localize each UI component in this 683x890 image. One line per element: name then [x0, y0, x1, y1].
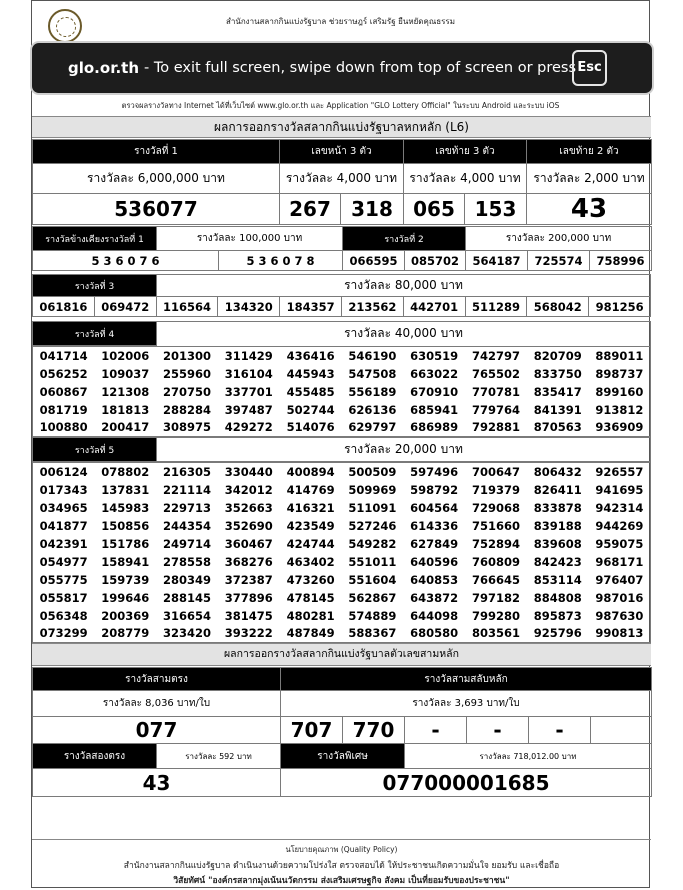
three-swap-number — [591, 717, 652, 744]
fourth-prize-header — [32, 321, 651, 346]
fifth-number: 500509 — [348, 464, 397, 479]
fifth-number: 598792 — [410, 482, 459, 497]
fifth-number: 017343 — [39, 482, 88, 497]
fourth-number: 663022 — [410, 366, 459, 381]
fifth-number: 056348 — [39, 608, 88, 623]
fifth-number: 244354 — [162, 518, 211, 533]
back2-number: 43 — [527, 194, 652, 225]
fifth-number: 323420 — [162, 626, 211, 641]
third-prize-number: 981256 — [589, 297, 651, 317]
fourth-number: 898737 — [595, 366, 644, 381]
fifth-number: 987630 — [595, 608, 644, 623]
fifth-number: 833878 — [533, 500, 582, 515]
fourth-number: 546190 — [348, 348, 397, 363]
fifth-number: 839188 — [533, 518, 582, 533]
fifth-row — [33, 607, 651, 625]
first-prize-number: 536077 — [33, 194, 280, 225]
fifth-number: 463402 — [286, 554, 335, 569]
fifth-number: 054977 — [39, 554, 88, 569]
fourth-number: 436416 — [286, 348, 335, 363]
fourth-number: 833750 — [533, 366, 582, 381]
header-website-note: ตรวจผลรางวัลทาง Internet ได้ที่เว็บไซต์ www.glo.or.th และ Application "GLO Lottery Official" ในระบบ Android และระบบ iOS — [121, 101, 560, 110]
front3-number: 267 — [280, 194, 341, 225]
fifth-number: 549282 — [348, 536, 397, 551]
fourth-number: 455485 — [286, 384, 335, 399]
fifth-row — [33, 499, 651, 517]
front3-number: 318 — [341, 194, 404, 225]
fourth-number: 626136 — [348, 402, 397, 417]
fifth-number: 562867 — [348, 590, 397, 605]
three-swap-number: - — [405, 717, 467, 744]
fourth-prize-amount: รางวัลละ 40,000 บาท — [157, 322, 651, 346]
second-prize-number: 066595 — [343, 251, 405, 271]
fourth-number: 200417 — [101, 420, 150, 435]
fifth-prize-amount: รางวัลละ 20,000 บาท — [157, 438, 651, 462]
fifth-number: 640853 — [410, 572, 459, 587]
third-prize-label: รางวัลที่ 3 — [33, 275, 157, 297]
near-prize-amount: รางวัลละ 100,000 บาท — [157, 227, 343, 251]
third-prize-number: 134320 — [218, 297, 280, 317]
fifth-row — [33, 571, 651, 589]
fifth-number: 752894 — [471, 536, 520, 551]
quality-policy-title: นโยบายคุณภาพ (Quality Policy) — [285, 845, 398, 854]
fifth-number: 806432 — [533, 464, 582, 479]
fifth-number: 249714 — [162, 536, 211, 551]
fifth-number: 551011 — [348, 554, 397, 569]
fourth-number: 936909 — [595, 420, 644, 435]
fifth-number: 368276 — [224, 554, 273, 569]
fourth-number: 870563 — [533, 420, 582, 435]
special-prize-label: รางวัลพิเศษ — [281, 744, 405, 769]
fifth-number: 360467 — [224, 536, 273, 551]
fourth-number: 899160 — [595, 384, 644, 399]
fifth-number: 604564 — [410, 500, 459, 515]
fifth-number: 042391 — [39, 536, 88, 551]
fullscreen-exit-banner — [30, 41, 654, 95]
fifth-number: 216305 — [162, 464, 211, 479]
near-prize-number: 5 3 6 0 7 6 — [33, 251, 219, 271]
fifth-number: 729068 — [471, 500, 520, 515]
fifth-number: 719379 — [471, 482, 520, 497]
fifth-number: 509969 — [348, 482, 397, 497]
three-digit-table — [32, 667, 652, 797]
fifth-number: 423549 — [286, 518, 335, 533]
fifth-number: 640596 — [410, 554, 459, 569]
fifth-number: 588367 — [348, 626, 397, 641]
fifth-number: 614336 — [410, 518, 459, 533]
fifth-number: 643872 — [410, 590, 459, 605]
fifth-prize-header — [32, 437, 651, 462]
fifth-number: 799280 — [471, 608, 520, 623]
fifth-row — [33, 589, 651, 607]
back3-amount: รางวัลละ 4,000 บาท — [404, 164, 527, 194]
fifth-number: 839608 — [533, 536, 582, 551]
fourth-number: 308975 — [162, 420, 211, 435]
fourth-number: 121308 — [101, 384, 150, 399]
fourth-number: 630519 — [410, 348, 459, 363]
back2-amount: รางวัลละ 2,000 บาท — [527, 164, 652, 194]
fourth-number: 100880 — [39, 420, 88, 435]
special-prize-number: 077000001685 — [281, 769, 652, 797]
fourth-number: 629797 — [348, 420, 397, 435]
fourth-number: 792881 — [471, 420, 520, 435]
third-prize-number: 069472 — [94, 297, 156, 317]
fifth-number: 006124 — [39, 464, 88, 479]
three-swap-number: 707 — [281, 717, 343, 744]
fifth-number: 400894 — [286, 464, 335, 479]
fifth-number: 041877 — [39, 518, 88, 533]
two-straight-amount: รางวัลละ 592 บาท — [157, 744, 281, 769]
fourth-number: 889011 — [595, 348, 644, 363]
fifth-number: 393222 — [224, 626, 273, 641]
fifth-number: 278558 — [162, 554, 211, 569]
fifth-number: 381475 — [224, 608, 273, 623]
fifth-number: 288145 — [162, 590, 211, 605]
third-prize-number: 442701 — [403, 297, 465, 317]
fourth-prize-label: รางวัลที่ 4 — [33, 322, 157, 346]
fifth-number: 480281 — [286, 608, 335, 623]
three-swap-label: รางวัลสามสลับหลัก — [281, 668, 652, 691]
fifth-row — [33, 553, 651, 571]
fifth-number: 199646 — [101, 590, 150, 605]
footer — [32, 839, 651, 890]
near-prize-number: 5 3 6 0 7 8 — [219, 251, 343, 271]
fifth-number: 959075 — [595, 536, 644, 551]
fifth-number: 372387 — [224, 572, 273, 587]
fourth-number: 337701 — [224, 384, 273, 399]
fifth-number: 987016 — [595, 590, 644, 605]
fifth-number: 487849 — [286, 626, 335, 641]
fifth-number: 073299 — [39, 626, 88, 641]
fifth-number: 055817 — [39, 590, 88, 605]
fourth-number: 109037 — [101, 366, 150, 381]
front3-label: เลขหน้า 3 ตัว — [280, 140, 404, 164]
three-swap-number: - — [467, 717, 529, 744]
back2-label: เลขท้าย 2 ตัว — [527, 140, 652, 164]
special-prize-amount: รางวัลละ 718,012.00 บาท — [405, 744, 652, 769]
third-prize-number: 568042 — [527, 297, 589, 317]
fourth-number: 316104 — [224, 366, 273, 381]
fourth-prize-numbers — [32, 346, 651, 437]
fifth-prize-numbers — [32, 462, 651, 643]
main-title: ผลการออกรางวัลสลากกินแบ่งรัฐบาลหกหลัก (L6) — [32, 116, 651, 138]
fifth-number: 208779 — [101, 626, 150, 641]
second-prize-number: 758996 — [590, 251, 652, 271]
fifth-number: 414769 — [286, 482, 335, 497]
fourth-number: 670910 — [410, 384, 459, 399]
fourth-number: 742797 — [471, 348, 520, 363]
fifth-number: 968171 — [595, 554, 644, 569]
fifth-row — [33, 481, 651, 499]
fourth-number: 429272 — [224, 420, 273, 435]
fifth-number: 158941 — [101, 554, 150, 569]
fifth-number: 150856 — [101, 518, 150, 533]
fourth-row — [33, 365, 651, 383]
third-prize-amount: รางวัลละ 80,000 บาท — [157, 275, 651, 297]
fifth-number: 145983 — [101, 500, 150, 515]
fourth-row — [33, 401, 651, 419]
fifth-prize-label: รางวัลที่ 5 — [33, 438, 157, 462]
fifth-number: 926557 — [595, 464, 644, 479]
fifth-number: 680580 — [410, 626, 459, 641]
fifth-number: 842423 — [533, 554, 582, 569]
fifth-number: 895873 — [533, 608, 582, 623]
fifth-number: 644098 — [410, 608, 459, 623]
three-swap-number: - — [529, 717, 591, 744]
second-prize-amount: รางวัลละ 200,000 บาท — [466, 227, 652, 251]
second-prize-label: รางวัลที่ 2 — [343, 227, 466, 251]
near-second-table — [32, 226, 652, 271]
fourth-number: 779764 — [471, 402, 520, 417]
fifth-number: 944269 — [595, 518, 644, 533]
three-straight-number: 077 — [33, 717, 281, 744]
third-prize-number: 116564 — [156, 297, 218, 317]
fourth-number: 445943 — [286, 366, 335, 381]
fifth-number: 221114 — [162, 482, 211, 497]
fourth-number: 181813 — [101, 402, 150, 417]
fourth-number: 060867 — [39, 384, 88, 399]
vision-line: วิสัยทัศน์ "องค์กรสลากมุ่งเน้นนวัตกรรม ส่งเสริมเศรษฐกิจ สังคม เป็นที่ยอมรับของประชาชน" — [173, 876, 510, 886]
second-prize-number: 564187 — [466, 251, 528, 271]
third-prize-numbers — [32, 296, 651, 317]
fifth-number: 416321 — [286, 500, 335, 515]
three-swap-number: 770 — [343, 717, 405, 744]
fifth-number: 751660 — [471, 518, 520, 533]
fifth-number: 551604 — [348, 572, 397, 587]
fifth-number: 473260 — [286, 572, 335, 587]
two-straight-label: รางวัลสองตรง — [33, 744, 157, 769]
lottery-result-sheet — [31, 0, 650, 888]
fifth-row — [33, 517, 651, 535]
fifth-number: 597496 — [410, 464, 459, 479]
fourth-row — [33, 347, 651, 365]
fifth-number: 055775 — [39, 572, 88, 587]
second-prize-number: 725574 — [528, 251, 590, 271]
fourth-number: 514076 — [286, 420, 335, 435]
banner-message: - To exit full screen, swipe down from top of screen or press — [144, 60, 577, 76]
first-prize-amount: รางวัลละ 6,000,000 บาท — [33, 164, 280, 194]
third-prize-number: 213562 — [341, 297, 403, 317]
fifth-number: 342012 — [224, 482, 273, 497]
fifth-number: 316654 — [162, 608, 211, 623]
header-slogan: สำนักงานสลากกินแบ่งรัฐบาล ช่วยราษฎร์ เสริมรัฐ ยืนหยัดคุณธรรม — [225, 17, 455, 26]
near-prize-label: รางวัลข้างเคียงรางวัลที่ 1 — [33, 227, 157, 251]
three-straight-label: รางวัลสามตรง — [33, 668, 281, 691]
fourth-row — [33, 383, 651, 401]
fifth-number: 034965 — [39, 500, 88, 515]
fifth-number: 925796 — [533, 626, 582, 641]
fifth-number: 352690 — [224, 518, 273, 533]
fifth-row — [33, 535, 651, 553]
fifth-number: 574889 — [348, 608, 397, 623]
fourth-number: 502744 — [286, 402, 335, 417]
fourth-row — [33, 419, 651, 437]
fourth-number: 835417 — [533, 384, 582, 399]
fourth-number: 102006 — [101, 348, 150, 363]
fifth-number: 424744 — [286, 536, 335, 551]
fifth-number: 760809 — [471, 554, 520, 569]
fifth-number: 853114 — [533, 572, 582, 587]
fourth-number: 686989 — [410, 420, 459, 435]
back3-number: 065 — [404, 194, 465, 225]
fifth-number: 229713 — [162, 500, 211, 515]
fifth-number: 976407 — [595, 572, 644, 587]
fifth-number: 159739 — [101, 572, 150, 587]
fifth-number: 527246 — [348, 518, 397, 533]
front3-amount: รางวัลละ 4,000 บาท — [280, 164, 404, 194]
fourth-number: 081719 — [39, 402, 88, 417]
fifth-number: 942314 — [595, 500, 644, 515]
fourth-number: 255960 — [162, 366, 211, 381]
two-straight-number: 43 — [33, 769, 281, 797]
fifth-row — [33, 463, 651, 481]
banner-site: glo.or.th — [68, 59, 139, 77]
fourth-number: 056252 — [39, 366, 88, 381]
fourth-number: 820709 — [533, 348, 582, 363]
fifth-number: 627849 — [410, 536, 459, 551]
fifth-number: 330440 — [224, 464, 273, 479]
fourth-number: 841391 — [533, 402, 582, 417]
fifth-number: 511091 — [348, 500, 397, 515]
first-prize-label: รางวัลที่ 1 — [33, 140, 280, 164]
third-prize-table — [32, 274, 651, 297]
fifth-number: 826411 — [533, 482, 582, 497]
fifth-number: 803561 — [471, 626, 520, 641]
fourth-number: 270750 — [162, 384, 211, 399]
fifth-number: 352663 — [224, 500, 273, 515]
third-prize-number: 184357 — [280, 297, 342, 317]
fifth-number: 478145 — [286, 590, 335, 605]
second-prize-number: 085702 — [405, 251, 466, 271]
fifth-number: 137831 — [101, 482, 150, 497]
fourth-number: 913812 — [595, 402, 644, 417]
fourth-number: 556189 — [348, 384, 397, 399]
fourth-number: 201300 — [162, 348, 211, 363]
three-swap-amount: รางวัลละ 3,693 บาท/ใบ — [281, 691, 652, 717]
esc-key-button[interactable]: Esc — [572, 50, 607, 86]
fourth-number: 397487 — [224, 402, 273, 417]
fifth-number: 990813 — [595, 626, 644, 641]
third-prize-number: 061816 — [33, 297, 95, 317]
fifth-number: 700647 — [471, 464, 520, 479]
fifth-number: 078802 — [101, 464, 150, 479]
fifth-row — [33, 625, 651, 643]
fourth-number: 041714 — [39, 348, 88, 363]
fourth-number: 311429 — [224, 348, 273, 363]
quality-policy-line: สำนักงานสลากกินแบ่งรัฐบาล ดำเนินงานด้วยความโปร่งใส ตรวจสอบได้ ให้ประชาชนเกิดความมั่นใจ ยอมรับ และเชื่อถือ — [123, 861, 560, 871]
fourth-number: 765502 — [471, 366, 520, 381]
fifth-number: 280349 — [162, 572, 211, 587]
third-prize-number: 511289 — [465, 297, 527, 317]
fifth-number: 766645 — [471, 572, 520, 587]
fourth-number: 770781 — [471, 384, 520, 399]
back3-number: 153 — [465, 194, 527, 225]
back3-label: เลขท้าย 3 ตัว — [404, 140, 527, 164]
fifth-number: 377896 — [224, 590, 273, 605]
fourth-number: 288284 — [162, 402, 211, 417]
fifth-number: 884808 — [533, 590, 582, 605]
fifth-number: 797182 — [471, 590, 520, 605]
fourth-number: 685941 — [410, 402, 459, 417]
fifth-number: 151786 — [101, 536, 150, 551]
three-straight-amount: รางวัลละ 8,036 บาท/ใบ — [33, 691, 281, 717]
fifth-number: 941695 — [595, 482, 644, 497]
top-prizes-table — [32, 139, 652, 225]
fourth-number: 547508 — [348, 366, 397, 381]
three-digit-title: ผลการออกรางวัลสลากกินแบ่งรัฐบาลตัวเลขสามหลัก — [32, 643, 651, 666]
fifth-number: 200369 — [101, 608, 150, 623]
